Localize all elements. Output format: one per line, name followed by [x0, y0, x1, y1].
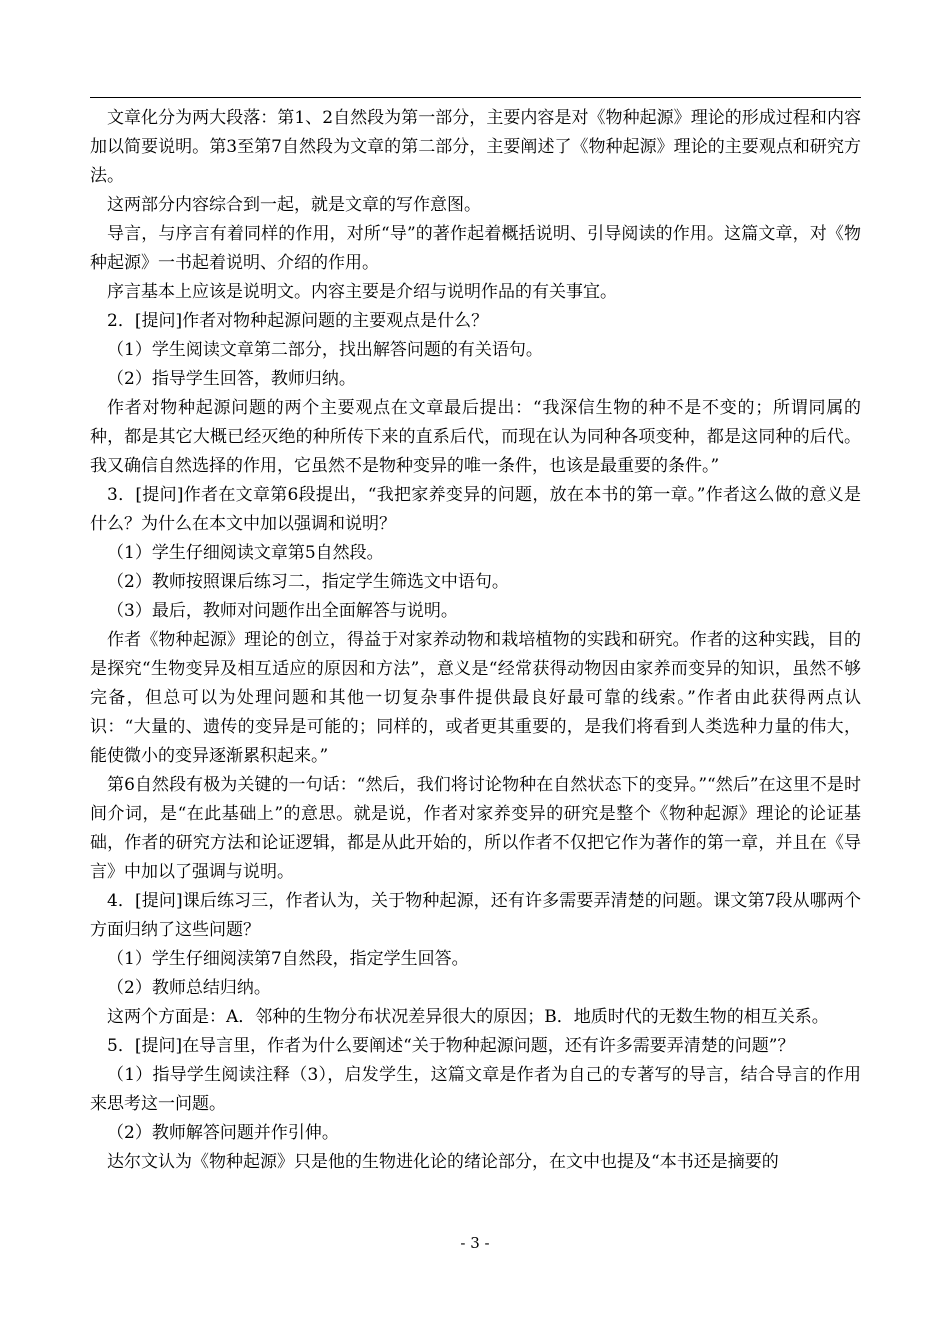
question-5: 5．[提问]在导言里，作者为什么要阐述“关于物种起源问题，还有许多需要弄清楚的问题”？	[107, 1036, 795, 1056]
question-3-answer: 作者《物种起源》理论的创立，得益于对家养动物和栽培植物的实践和研究。作者的这种实践，目的是探究“生物变异及相互适应的原因和方法”，意义是“经常获得动物因由家养而变异的知识，虽然不够完备，但总可以为处理问题和其他一切复杂事件提供最良好最可靠的线索。”作者由此获得两点认识：“大量的、遗传的变异是可能的；同样的，或者更其重要的，是我们将看到人类选种力量的伟大，能使微小的变异逐渐累积起来。”	[90, 630, 861, 766]
paragraph-intent: 这两部分内容综合到一起，就是文章的写作意图。	[107, 195, 481, 215]
question-3-answer-detail: 第6自然段有极为关键的一句话：“然后，我们将讨论物种在自然状态下的变异。”“然后”在这里不是时间介词，是“在此基础上”的意思。就是说，作者对家养变异的研究是整个《物种起源》理论的论证基础，作者的研究方法和论证逻辑，都是从此开始的，所以作者不仅把它作为著作的第一章，并且在《导言》中加以了强调与说明。	[90, 775, 861, 882]
question-3: 3．[提问]作者在文章第6段提出，“我把家养变异的问题，放在本书的第一章。”作者这么做的意义是什么？为什么在本文中加以强调和说明？	[90, 485, 861, 534]
header-rule	[90, 97, 861, 98]
question-5-step-2: （2）教师解答问题并作引伸。	[107, 1123, 339, 1143]
question-4-step-2: （2）教师总结归纳。	[107, 978, 271, 998]
question-5-answer: 达尔文认为《物种起源》只是他的生物进化论的绪论部分，在文中也提及“本书还是摘要的	[107, 1152, 779, 1172]
question-4-answer: 这两个方面是：A．邻种的生物分布状况差异很大的原因；B．地质时代的无数生物的相互关系。	[107, 1007, 829, 1027]
paragraph-introduction-role: 导言，与序言有着同样的作用，对所“导”的著作起着概括说明、引导阅读的作用。这篇文章，对《物种起源》一书起着说明、介绍的作用。	[90, 224, 861, 273]
page-number: - 3 -	[460, 1234, 490, 1252]
question-3-step-1: （1）学生仔细阅读文章第5自然段。	[107, 543, 384, 563]
paragraph-structure: 文章化分为两大段落：第1、2自然段为第一部分，主要内容是对《物种起源》理论的形成过程和内容加以简要说明。第3至第7自然段为文章的第二部分，主要阐述了《物种起源》理论的主要观点和研究方法。	[90, 108, 861, 186]
question-3-step-2: （2）教师按照课后练习二，指定学生筛选文中语句。	[107, 572, 509, 592]
question-2-step-2: （2）指导学生回答，教师归纳。	[107, 369, 356, 389]
question-4: 4．[提问]课后练习三，作者认为，关于物种起源，还有许多需要弄清楚的问题。课文第7段从哪两个方面归纳了这些问题？	[90, 891, 861, 940]
paragraph-preface: 序言基本上应该是说明文。内容主要是介绍与说明作品的有关事宜。	[107, 282, 617, 302]
question-2-answer: 作者对物种起源问题的两个主要观点在文章最后提出：“我深信生物的种不是不变的；所谓同属的种，都是其它大概已经灭绝的种所传下来的直系后代，而现在认为同种各项变种，都是这同种的后代。我又确信自然选择的作用，它虽然不是物种变异的唯一条件，也该是最重要的条件。”	[90, 398, 861, 476]
question-4-step-1: （1）学生仔细阅渎第7自然段，指定学生回答。	[107, 949, 469, 969]
question-2-step-1: （1）学生阅读文章第二部分，找出解答问题的有关语句。	[107, 340, 543, 360]
question-2: 2．[提问]作者对物种起源问题的主要观点是什么？	[107, 311, 489, 331]
question-5-step-1: （1）指导学生阅读注释（3），启发学生，这篇文章是作者为自己的专著写的导言，结合导言的作用来思考这一问题。	[90, 1065, 861, 1114]
document-body	[90, 104, 861, 1177]
question-3-step-3: （3）最后，教师对问题作出全面解答与说明。	[107, 601, 458, 621]
